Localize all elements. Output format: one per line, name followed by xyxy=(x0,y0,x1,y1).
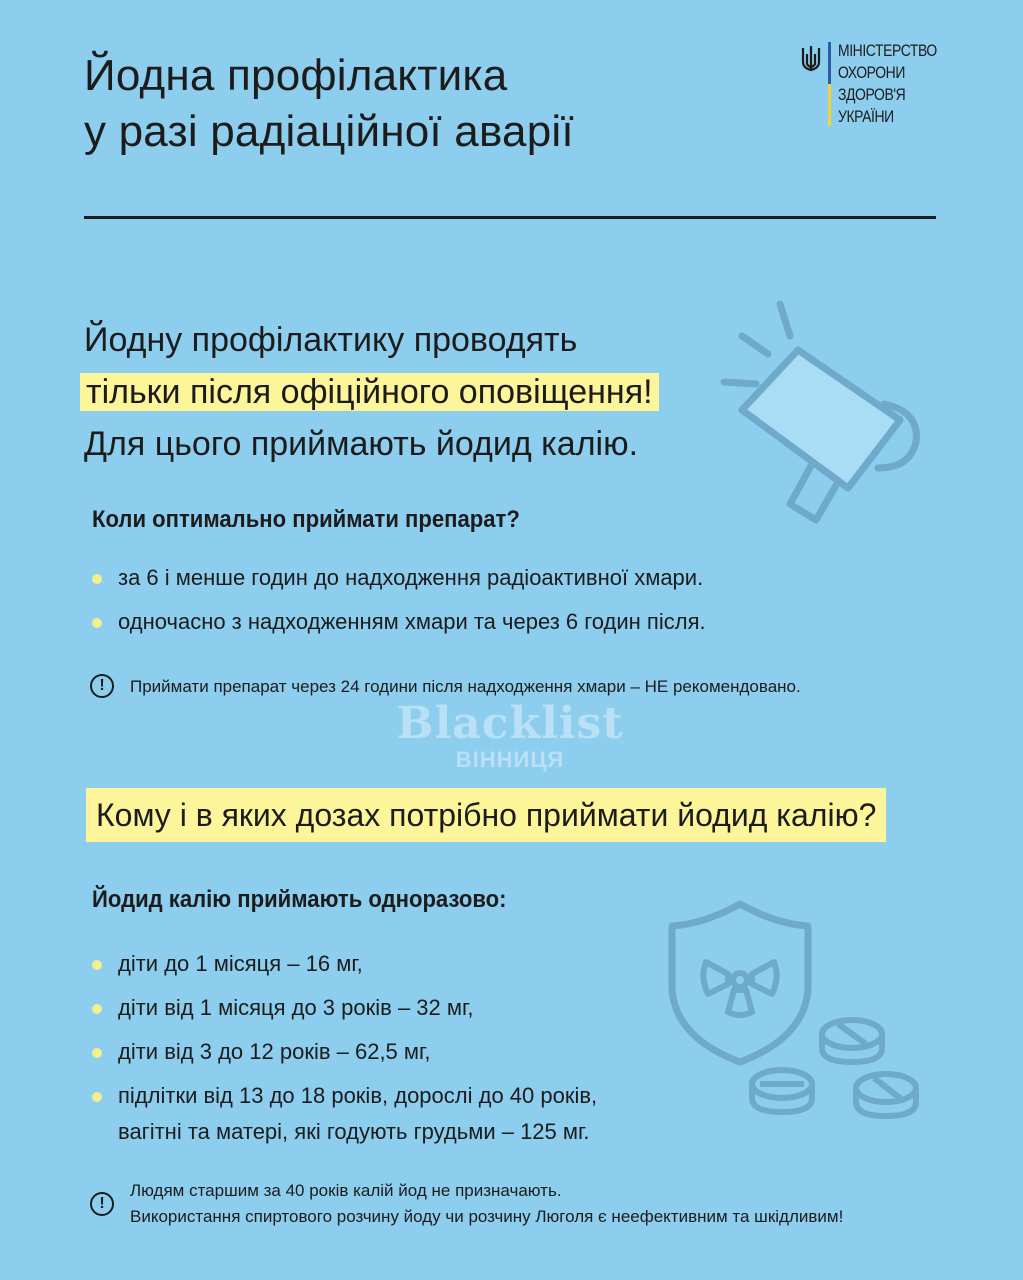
watermark: Blacklist ВІННИЦЯ xyxy=(396,698,624,772)
note-line-1: Людям старшим за 40 років калій йод не призначають. xyxy=(130,1181,562,1200)
dosage-question: Кому і в яких дозах потрібно приймати йодид калію? xyxy=(86,788,886,842)
section-heading-once: Йодид калію приймають одноразово: xyxy=(92,886,507,913)
bullet-dot xyxy=(92,1092,102,1102)
dosage-list xyxy=(88,942,597,1150)
list-item: діти від 1 місяця до 3 років – 32 мг, xyxy=(88,986,597,1030)
logo-color-bar xyxy=(828,42,831,126)
note-line-2: Використання спиртового розчину йоду чи розчину Люголя є неефективним та шкідливим! xyxy=(130,1207,844,1226)
trident-icon xyxy=(800,44,822,74)
title-divider xyxy=(84,216,936,219)
page-title xyxy=(84,48,574,160)
timing-list xyxy=(88,556,706,644)
list-item: за 6 і менше годин до надходження радіоактивної хмари. xyxy=(88,556,706,600)
title-line-2: у разі радіаційної аварії xyxy=(84,107,574,156)
exclamation-circle-icon: ! xyxy=(90,1192,114,1216)
section-heading-when: Коли оптимально приймати препарат? xyxy=(92,506,520,533)
title-line-1: Йодна профілактика xyxy=(84,51,508,100)
bullet-dot xyxy=(92,618,102,628)
megaphone-icon xyxy=(720,292,930,532)
list-item: діти від 3 до 12 років – 62,5 мг, xyxy=(88,1030,597,1074)
lead-line-1: Йодну профілактику проводять xyxy=(84,321,578,359)
warning-note-1: ! Приймати препарат через 24 години після надходження хмари – НЕ рекомендовано. xyxy=(90,674,890,704)
pills-icon xyxy=(746,1012,926,1124)
warning-note-2 xyxy=(90,1178,950,1238)
lead-highlight: тільки після офіційного оповіщення! xyxy=(80,373,659,411)
bullet-dot xyxy=(92,960,102,970)
list-item: діти до 1 місяця – 16 мг, xyxy=(88,942,597,986)
list-item: одночасно з надходженням хмари та через 6 годин після. xyxy=(88,600,706,644)
exclamation-circle-icon: ! xyxy=(90,674,114,698)
bullet-dot xyxy=(92,1004,102,1014)
lead-line-3: Для цього приймають йодид калію. xyxy=(84,425,639,463)
bullet-dot xyxy=(92,1048,102,1058)
ministry-name: МІНІСТЕРСТВО ОХОРОНИ ЗДОРОВ'Я УКРАЇНИ xyxy=(838,41,937,126)
list-item: підлітки від 13 до 18 років, дорослі до 40 років, вагітні та матері, які годують грудьми – 125 мг. xyxy=(88,1074,597,1150)
bullet-dot xyxy=(92,574,102,584)
lead-text xyxy=(84,314,659,470)
